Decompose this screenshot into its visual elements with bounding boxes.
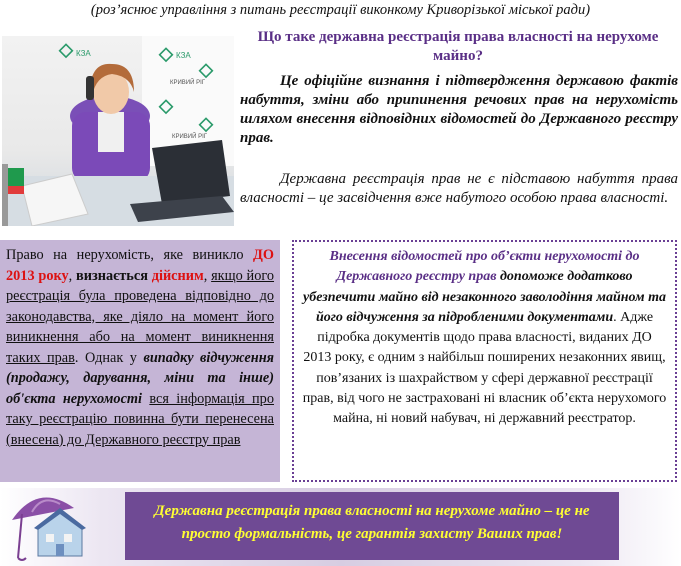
brand-text: КРИВИЙ РІГ [170,80,206,86]
laptop-screen [152,140,230,204]
protection-benefit: допоможе додатково убезпечити майно від незаконного заволодіння майном та його відчуження за підробленими документами [303,269,666,325]
validity-text-2: , [68,267,77,284]
validity-text-1: Право на нерухомість, яке виникло [6,247,254,263]
headset [86,76,94,100]
protection-info-box [292,240,677,482]
validity-text-3: , [203,267,212,284]
definition-text: Це офіційне визнання і підтвердження державою фактів набуття, зміни або припинення речових прав на нерухомість шляхом внесення відповідних відомостей до Державного реєстру прав. [240,73,678,146]
definition-paragraph [240,72,678,148]
note-paragraph [240,170,678,208]
validity-date-highlight: ДО 2013 року [6,247,274,284]
house-umbrella-icon [8,486,86,562]
registrar-photo-illustration [2,36,234,226]
logo-text-2: КЗА [76,49,91,58]
person-shirt [98,112,124,152]
protection-fraud-text: . Адже підробка документів щодо права власності, виданих ДО 2013 року, є одним з найбільш поширених незаконних явищ, пов’язаних із шахрайством у сфері державної реєстрації прав, від чого не застраховані ні власник об’єкта нерухомого майна, ні новий набувач, ні державний реєстратор. [302,309,667,427]
page-subtitle: (роз’яснює управління з питань реєстрації виконкому Криворізької міської ради) [90,2,591,18]
section-title: Що таке державна реєстрація права власності на нерухоме майно? [257,29,659,64]
logo-text: КЗА [176,51,191,60]
note-text: Державна реєстрація прав не є підставою набуття права власності – це засвідчення вже набутого особою права власності. [240,171,678,206]
validity-valid-highlight: дійсним [151,267,204,284]
registrar-photo [2,36,234,226]
protection-heading: Внесення відомостей про об’єкти нерухомості до Державного реєстру прав [329,249,640,285]
validity-alienation: випадку відчуження (продажу, дарування, міни та інше) об'єкта нерухомості [6,349,274,407]
footer-banner-message: Державна реєстрація права власності на нерухоме майно – це не просто формальність, це гарантія захисту Ваших прав! [125,492,619,560]
brand-text-2: КРИВИЙ РІГ [172,134,208,140]
validity-condition: якщо його реєстрація була проведена відповідно до законодавства, яке діяло на момент його виникнення або на момент виникнення таких прав [6,267,275,366]
validity-transfer-requirement: вся інформація про таку реєстрацію повинна бути перенесена (внесена) до Державного реєстру прав [6,390,274,448]
flag-stripe [8,186,24,194]
validity-info-box [0,240,280,482]
validity-recognized: визнається [76,267,148,284]
flag-pole [2,164,8,226]
validity-text-4: . Однак у [74,349,144,366]
